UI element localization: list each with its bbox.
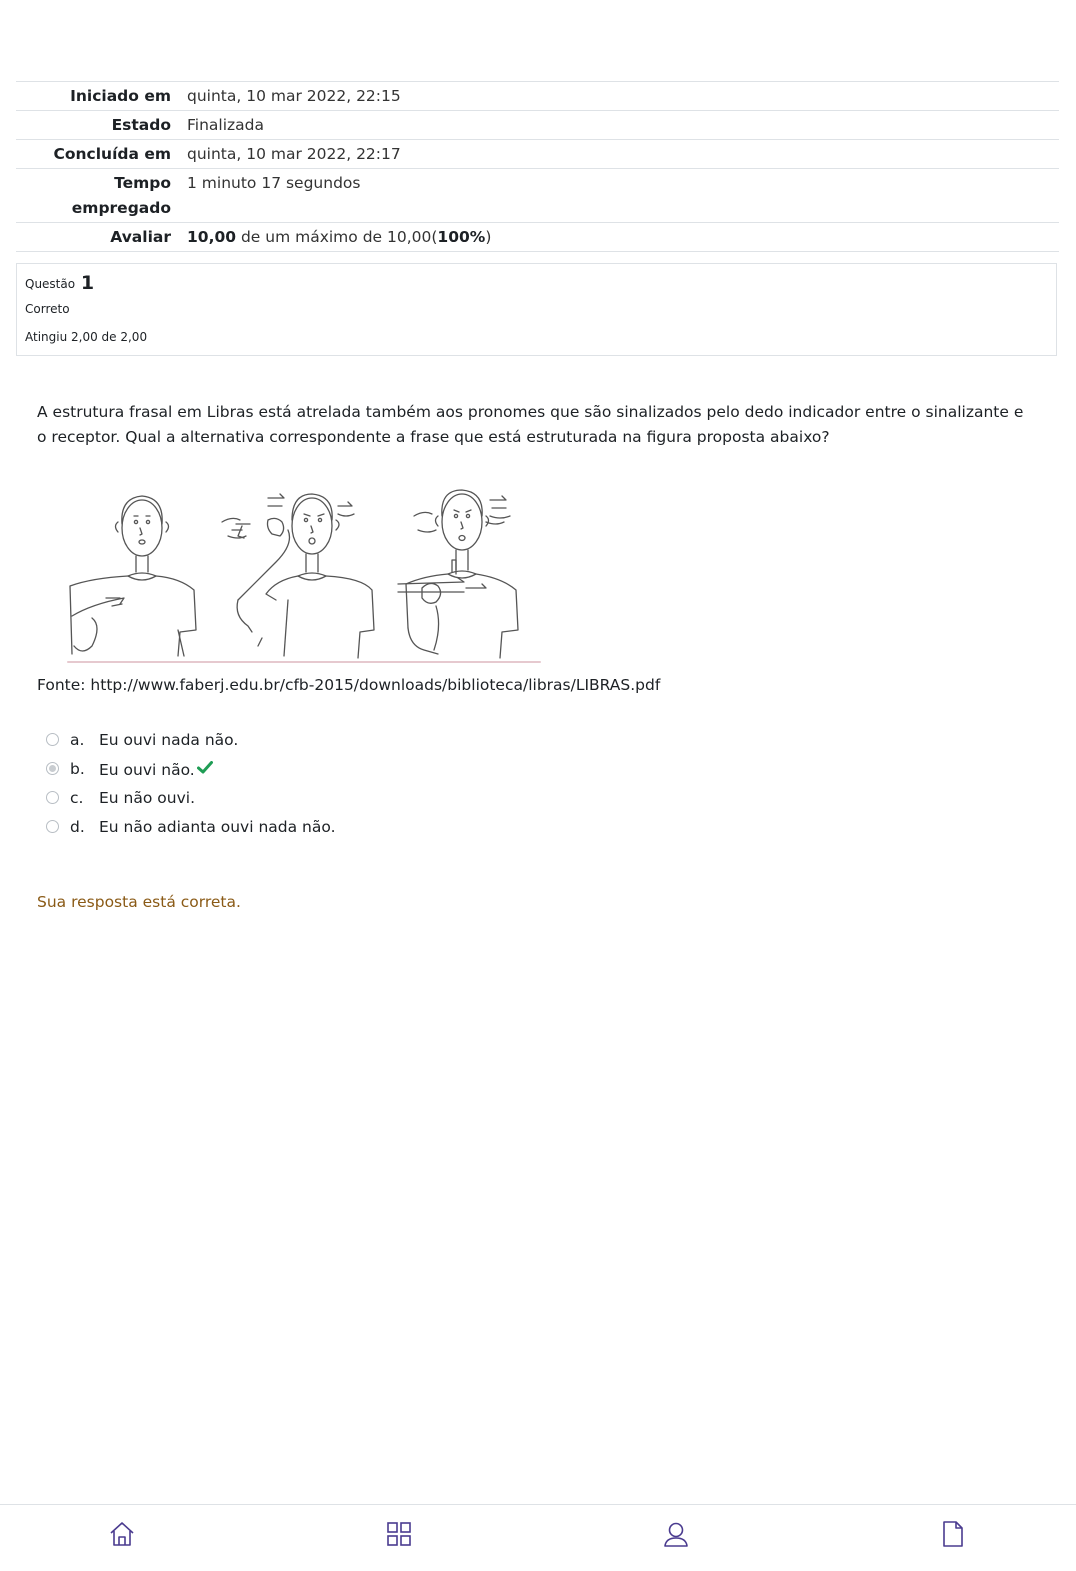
summary-value: quinta, 10 mar 2022, 22:17 [187,140,1059,169]
nav-home-button[interactable] [108,1519,136,1549]
summary-label: Estado [16,111,187,140]
grid-icon [385,1519,413,1549]
radio-button[interactable] [46,733,59,746]
signer-figure-2 [222,494,374,658]
option-text: Eu não ouvi. [99,789,195,807]
option-text: Eu ouvi não. [99,761,195,779]
feedback-message: Sua resposta está correta. [37,893,241,911]
option-text: Eu ouvi nada não. [99,731,239,749]
summary-label: Concluída em [16,140,187,169]
radio-button-selected[interactable] [46,762,59,775]
correct-check-icon [197,758,213,780]
summary-label: Iniciado em [16,82,187,111]
summary-grade-value [187,223,1059,252]
radio-button[interactable] [46,791,59,804]
question-info-box [16,263,1057,356]
option-letter: b. [70,760,85,778]
question-text: A estrutura frasal em Libras está atrelada também aos pronomes que são sinalizados pelo dedo indicador entre o sinalizante e o receptor. Qual a alternativa correspondente a frase que está estruturada na figura proposta abaixo? [37,403,1024,446]
question-number [25,272,94,294]
radio-button[interactable] [46,820,59,833]
summary-label: Tempo empregado [16,169,187,223]
nav-files-button[interactable] [939,1519,967,1549]
attempt-summary-table [16,81,1059,252]
nav-dashboard-button[interactable] [385,1519,413,1549]
home-icon [108,1519,136,1549]
document-icon [939,1519,967,1549]
summary-value: Finalizada [187,111,1059,140]
summary-label: Avaliar [16,223,187,252]
summary-row [16,82,1059,111]
option-letter: d. [70,818,85,836]
question-state: Correto [25,302,70,316]
summary-row [16,111,1059,140]
bottom-navigation-bar [0,1504,1076,1571]
image-source-link[interactable]: Fonte: http://www.faberj.edu.br/cfb-2015/downloads/biblioteca/libras/LIBRAS.pdf [37,676,661,694]
option-letter: c. [70,789,84,807]
summary-value: quinta, 10 mar 2022, 22:15 [187,82,1059,111]
grade-percent: 100% [437,228,486,246]
signer-figure-1 [70,496,196,656]
summary-value: 1 minuto 17 segundos [187,169,1059,223]
question-number-value: 1 [80,272,95,294]
grade-score: 10,00 [187,228,237,246]
question-grade: Atingiu 2,00 de 2,00 [25,330,148,344]
option-letter: a. [70,731,85,749]
option-text: Eu não adianta ouvi nada não. [99,818,336,836]
signer-figure-3 [398,490,518,658]
summary-row [16,223,1059,252]
summary-row [16,169,1059,223]
user-icon [662,1519,690,1549]
libras-sign-figure [62,486,544,666]
grade-end: ) [485,228,492,246]
question-prefix: Questão [25,277,76,291]
grade-middle: de um máximo de 10,00( [236,228,438,246]
summary-row [16,140,1059,169]
nav-profile-button[interactable] [662,1519,690,1549]
option-text-wrap [99,758,213,781]
